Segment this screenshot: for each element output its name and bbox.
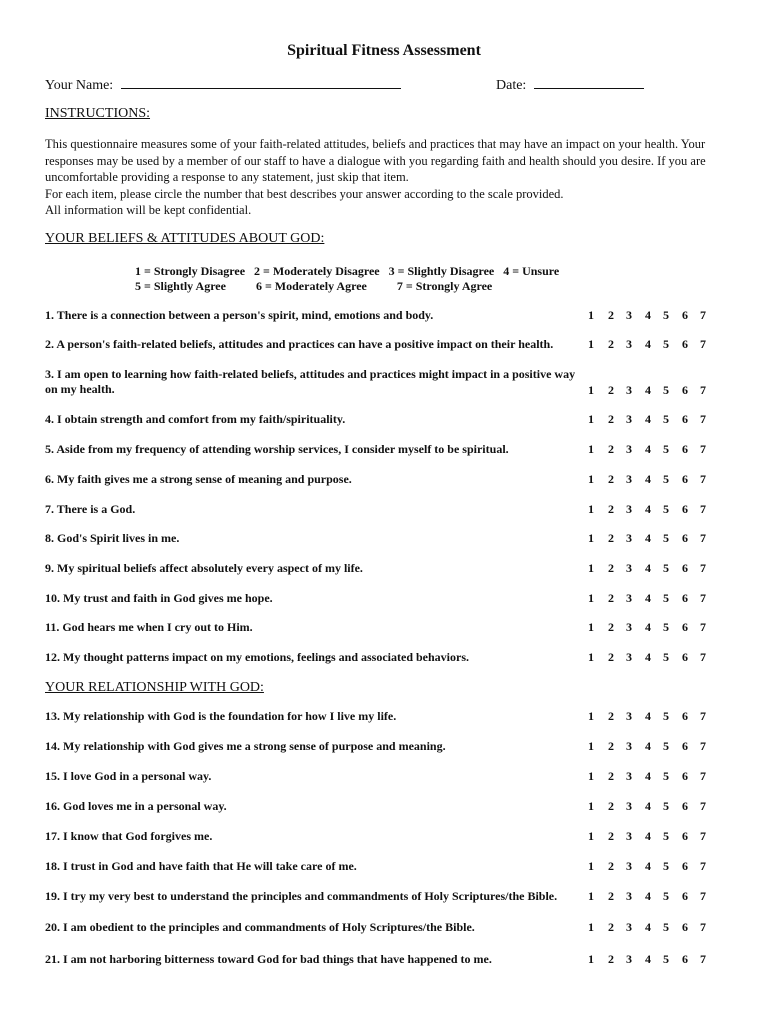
- rating-option[interactable]: 3: [626, 799, 632, 813]
- rating-option[interactable]: 4: [645, 739, 651, 753]
- rating-option[interactable]: 4: [645, 709, 651, 723]
- rating-option[interactable]: 3: [626, 383, 632, 397]
- rating-option[interactable]: 7: [700, 952, 706, 966]
- rating-option[interactable]: 1: [588, 889, 594, 903]
- section-heading-beliefs: YOUR BELIEFS & ATTITUDES ABOUT GOD:: [45, 231, 325, 246]
- rating-option[interactable]: 1: [588, 561, 594, 575]
- rating-option[interactable]: 4: [645, 531, 651, 545]
- question-text: 15. I love God in a personal way.: [45, 769, 212, 783]
- rating-option[interactable]: 2: [608, 442, 614, 456]
- rating-option[interactable]: 5: [663, 920, 669, 934]
- rating-option[interactable]: 4: [645, 337, 651, 351]
- rating-option[interactable]: 5: [663, 769, 669, 783]
- rating-option[interactable]: 1: [588, 412, 594, 426]
- rating-option[interactable]: 3: [626, 620, 632, 634]
- instructions-heading: INSTRUCTIONS:: [45, 106, 151, 121]
- date-blank-line[interactable]: [534, 77, 644, 89]
- question-text: 18. I trust in God and have faith that He will take care of me.: [45, 859, 357, 873]
- rating-option[interactable]: 7: [700, 920, 706, 934]
- instructions-text: [45, 136, 725, 219]
- rating-option[interactable]: 2: [608, 383, 614, 397]
- rating-option[interactable]: 1: [588, 337, 594, 351]
- rating-option[interactable]: 2: [608, 561, 614, 575]
- rating-option[interactable]: 7: [700, 889, 706, 903]
- rating-option[interactable]: 4: [645, 561, 651, 575]
- rating-option[interactable]: 4: [645, 829, 651, 843]
- rating-option[interactable]: 2: [608, 620, 614, 634]
- rating-option[interactable]: 5: [663, 337, 669, 351]
- rating-option[interactable]: 7: [700, 308, 706, 322]
- rating-option[interactable]: 1: [588, 620, 594, 634]
- rating-option[interactable]: 1: [588, 472, 594, 486]
- rating-option[interactable]: 6: [682, 337, 688, 351]
- rating-option[interactable]: 4: [645, 412, 651, 426]
- rating-option[interactable]: 1: [588, 859, 594, 873]
- rating-option[interactable]: 2: [608, 920, 614, 934]
- rating-option[interactable]: 1: [588, 650, 594, 664]
- rating-option[interactable]: 6: [682, 502, 688, 516]
- rating-option[interactable]: 5: [663, 502, 669, 516]
- rating-option[interactable]: 5: [663, 859, 669, 873]
- rating-option[interactable]: 7: [700, 531, 706, 545]
- rating-option[interactable]: 7: [700, 739, 706, 753]
- question-text: 7. There is a God.: [45, 502, 136, 516]
- question-text: 1. There is a connection between a person's spirit, mind, emotions and body.: [45, 308, 434, 322]
- rating-option[interactable]: 3: [626, 859, 632, 873]
- question-text: 3. I am open to learning how faith-related beliefs, attitudes and practices might impact in a positive way on my health.: [45, 367, 576, 396]
- rating-option[interactable]: 7: [700, 502, 706, 516]
- rating-option[interactable]: 2: [608, 952, 614, 966]
- rating-option[interactable]: 7: [700, 650, 706, 664]
- rating-option[interactable]: 3: [626, 739, 632, 753]
- question-text: 8. God's Spirit lives in me.: [45, 531, 180, 545]
- rating-option[interactable]: 3: [626, 829, 632, 843]
- rating-option[interactable]: 7: [700, 472, 706, 486]
- date-field[interactable]: [496, 77, 644, 94]
- rating-option[interactable]: 5: [663, 650, 669, 664]
- rating-option[interactable]: 2: [608, 472, 614, 486]
- rating-option[interactable]: 2: [608, 769, 614, 783]
- rating-option[interactable]: 6: [682, 531, 688, 545]
- rating-option[interactable]: 2: [608, 739, 614, 753]
- rating-option[interactable]: 6: [682, 920, 688, 934]
- rating-option[interactable]: 6: [682, 308, 688, 322]
- rating-option[interactable]: 4: [645, 308, 651, 322]
- rating-option[interactable]: 6: [682, 620, 688, 634]
- rating-option[interactable]: 4: [645, 442, 651, 456]
- rating-option[interactable]: 7: [700, 769, 706, 783]
- rating-option[interactable]: 6: [682, 952, 688, 966]
- question-text: 19. I try my very best to understand the principles and commandments of Holy Scriptures/the Bible.: [45, 889, 558, 903]
- rating-option[interactable]: 7: [700, 799, 706, 813]
- rating-option[interactable]: 6: [682, 412, 688, 426]
- rating-option[interactable]: 3: [626, 920, 632, 934]
- rating-option[interactable]: 6: [682, 591, 688, 605]
- rating-option[interactable]: 3: [626, 561, 632, 575]
- rating-option[interactable]: 7: [700, 829, 706, 843]
- rating-option[interactable]: 3: [626, 650, 632, 664]
- rating-option[interactable]: 2: [608, 591, 614, 605]
- scale-legend-line2: 5 = Slightly Agree 6 = Moderately Agree 7 = Strongly Agree: [135, 279, 493, 293]
- rating-option[interactable]: 5: [663, 383, 669, 397]
- rating-option[interactable]: 7: [700, 561, 706, 575]
- rating-option[interactable]: 5: [663, 472, 669, 486]
- rating-option[interactable]: 2: [608, 337, 614, 351]
- rating-option[interactable]: 4: [645, 650, 651, 664]
- rating-option[interactable]: 1: [588, 799, 594, 813]
- rating-option[interactable]: 6: [682, 799, 688, 813]
- name-label: Your Name:: [45, 78, 114, 93]
- question-text: 13. My relationship with God is the foundation for how I live my life.: [45, 709, 397, 723]
- rating-option[interactable]: 3: [626, 709, 632, 723]
- rating-option[interactable]: 6: [682, 739, 688, 753]
- rating-option[interactable]: 3: [626, 591, 632, 605]
- question-text: 14. My relationship with God gives me a strong sense of purpose and meaning.: [45, 739, 446, 753]
- rating-option[interactable]: 4: [645, 799, 651, 813]
- name-field[interactable]: [45, 77, 401, 94]
- rating-option[interactable]: 2: [608, 308, 614, 322]
- rating-option[interactable]: 7: [700, 859, 706, 873]
- question-text: 2. A person's faith-related beliefs, attitudes and practices can have a positive impact on their health.: [45, 337, 554, 351]
- rating-option[interactable]: 6: [682, 442, 688, 456]
- rating-option[interactable]: 4: [645, 472, 651, 486]
- rating-option[interactable]: 6: [682, 650, 688, 664]
- rating-option[interactable]: 3: [626, 442, 632, 456]
- rating-option[interactable]: 2: [608, 889, 614, 903]
- rating-option[interactable]: 5: [663, 442, 669, 456]
- rating-option[interactable]: 4: [645, 859, 651, 873]
- rating-option[interactable]: 2: [608, 829, 614, 843]
- rating-option[interactable]: 2: [608, 531, 614, 545]
- name-blank-line[interactable]: [121, 77, 401, 89]
- rating-option[interactable]: 4: [645, 383, 651, 397]
- rating-option[interactable]: 5: [663, 308, 669, 322]
- rating-option[interactable]: 4: [645, 769, 651, 783]
- rating-option[interactable]: 5: [663, 531, 669, 545]
- question-text: 20. I am obedient to the principles and commandments of Holy Scriptures/the Bible.: [45, 920, 475, 934]
- instructions-paragraph: All information will be kept confidential.: [45, 203, 252, 217]
- rating-option[interactable]: 3: [626, 769, 632, 783]
- rating-option[interactable]: 4: [645, 591, 651, 605]
- rating-option[interactable]: 1: [588, 591, 594, 605]
- rating-option[interactable]: 1: [588, 920, 594, 934]
- instructions-paragraph: This questionnaire measures some of your faith-related attitudes, beliefs and practices that may have an impact on your health. Your responses may be used by a member of our staff to have a dialogue with you regarding faith and health should you desire. If you are uncomfortable providing a response to any statement, just skip that item.: [45, 137, 706, 184]
- rating-option[interactable]: 5: [663, 591, 669, 605]
- rating-option[interactable]: 5: [663, 799, 669, 813]
- rating-option[interactable]: 2: [608, 650, 614, 664]
- section-heading-relationship: YOUR RELATIONSHIP WITH GOD:: [45, 680, 264, 695]
- rating-option[interactable]: 5: [663, 739, 669, 753]
- rating-option[interactable]: 1: [588, 383, 594, 397]
- rating-option[interactable]: 4: [645, 920, 651, 934]
- rating-option[interactable]: 3: [626, 412, 632, 426]
- rating-option[interactable]: 1: [588, 502, 594, 516]
- instructions-paragraph: For each item, please circle the number that best describes your answer according to the scale provided.: [45, 186, 564, 201]
- rating-option[interactable]: 1: [588, 952, 594, 966]
- question-text: 12. My thought patterns impact on my emotions, feelings and associated behaviors.: [45, 650, 470, 664]
- rating-option[interactable]: 1: [588, 531, 594, 545]
- rating-option[interactable]: 6: [682, 709, 688, 723]
- rating-option[interactable]: 2: [608, 859, 614, 873]
- rating-option[interactable]: 4: [645, 620, 651, 634]
- rating-option[interactable]: 7: [700, 337, 706, 351]
- rating-option[interactable]: 4: [645, 952, 651, 966]
- rating-option[interactable]: 1: [588, 308, 594, 322]
- rating-option[interactable]: 2: [608, 412, 614, 426]
- question-text: 21. I am not harboring bitterness toward God for bad things that have happened to me.: [45, 952, 492, 966]
- question-text: 4. I obtain strength and comfort from my faith/spirituality.: [45, 412, 346, 426]
- rating-option[interactable]: 6: [682, 769, 688, 783]
- question-text: 17. I know that God forgives me.: [45, 829, 213, 843]
- date-label: Date:: [496, 78, 527, 93]
- page-title: Spiritual Fitness Assessment: [287, 42, 481, 59]
- rating-option[interactable]: 5: [663, 829, 669, 843]
- rating-option[interactable]: 2: [608, 502, 614, 516]
- rating-option[interactable]: 5: [663, 889, 669, 903]
- scale-legend-line1: 1 = Strongly Disagree 2 = Moderately Disagree 3 = Slightly Disagree 4 = Unsure: [135, 264, 560, 278]
- rating-option[interactable]: 1: [588, 769, 594, 783]
- question-text: 11. God hears me when I cry out to Him.: [45, 620, 253, 634]
- rating-option[interactable]: 5: [663, 709, 669, 723]
- rating-option[interactable]: 5: [663, 952, 669, 966]
- rating-option[interactable]: 7: [700, 620, 706, 634]
- rating-option[interactable]: 6: [682, 829, 688, 843]
- rating-option[interactable]: 3: [626, 952, 632, 966]
- rating-option[interactable]: 6: [682, 889, 688, 903]
- rating-option[interactable]: 7: [700, 383, 706, 397]
- rating-option[interactable]: 4: [645, 889, 651, 903]
- rating-option[interactable]: 3: [626, 337, 632, 351]
- rating-option[interactable]: 7: [700, 412, 706, 426]
- question-text: 5. Aside from my frequency of attending worship services, I consider myself to be spiritual.: [45, 442, 509, 456]
- rating-option[interactable]: 5: [663, 620, 669, 634]
- rating-option[interactable]: 6: [682, 561, 688, 575]
- rating-option[interactable]: 3: [626, 889, 632, 903]
- rating-option[interactable]: 6: [682, 859, 688, 873]
- rating-option[interactable]: 1: [588, 739, 594, 753]
- rating-option[interactable]: 2: [608, 709, 614, 723]
- rating-option[interactable]: 5: [663, 412, 669, 426]
- rating-option[interactable]: 1: [588, 709, 594, 723]
- question-text: 16. God loves me in a personal way.: [45, 799, 227, 813]
- question-text: 9. My spiritual beliefs affect absolutely every aspect of my life.: [45, 561, 363, 575]
- question-text: 6. My faith gives me a strong sense of meaning and purpose.: [45, 472, 352, 486]
- rating-option[interactable]: 6: [682, 383, 688, 397]
- rating-option[interactable]: 7: [700, 442, 706, 456]
- rating-option[interactable]: 7: [700, 591, 706, 605]
- rating-option[interactable]: 6: [682, 472, 688, 486]
- rating-option[interactable]: 2: [608, 799, 614, 813]
- rating-option[interactable]: 1: [588, 829, 594, 843]
- rating-option[interactable]: 5: [663, 561, 669, 575]
- question-text: 10. My trust and faith in God gives me hope.: [45, 591, 273, 605]
- rating-option[interactable]: 3: [626, 502, 632, 516]
- rating-option[interactable]: 3: [626, 531, 632, 545]
- rating-option[interactable]: 4: [645, 502, 651, 516]
- rating-option[interactable]: 3: [626, 308, 632, 322]
- rating-option[interactable]: 3: [626, 472, 632, 486]
- rating-option[interactable]: 1: [588, 442, 594, 456]
- rating-option[interactable]: 7: [700, 709, 706, 723]
